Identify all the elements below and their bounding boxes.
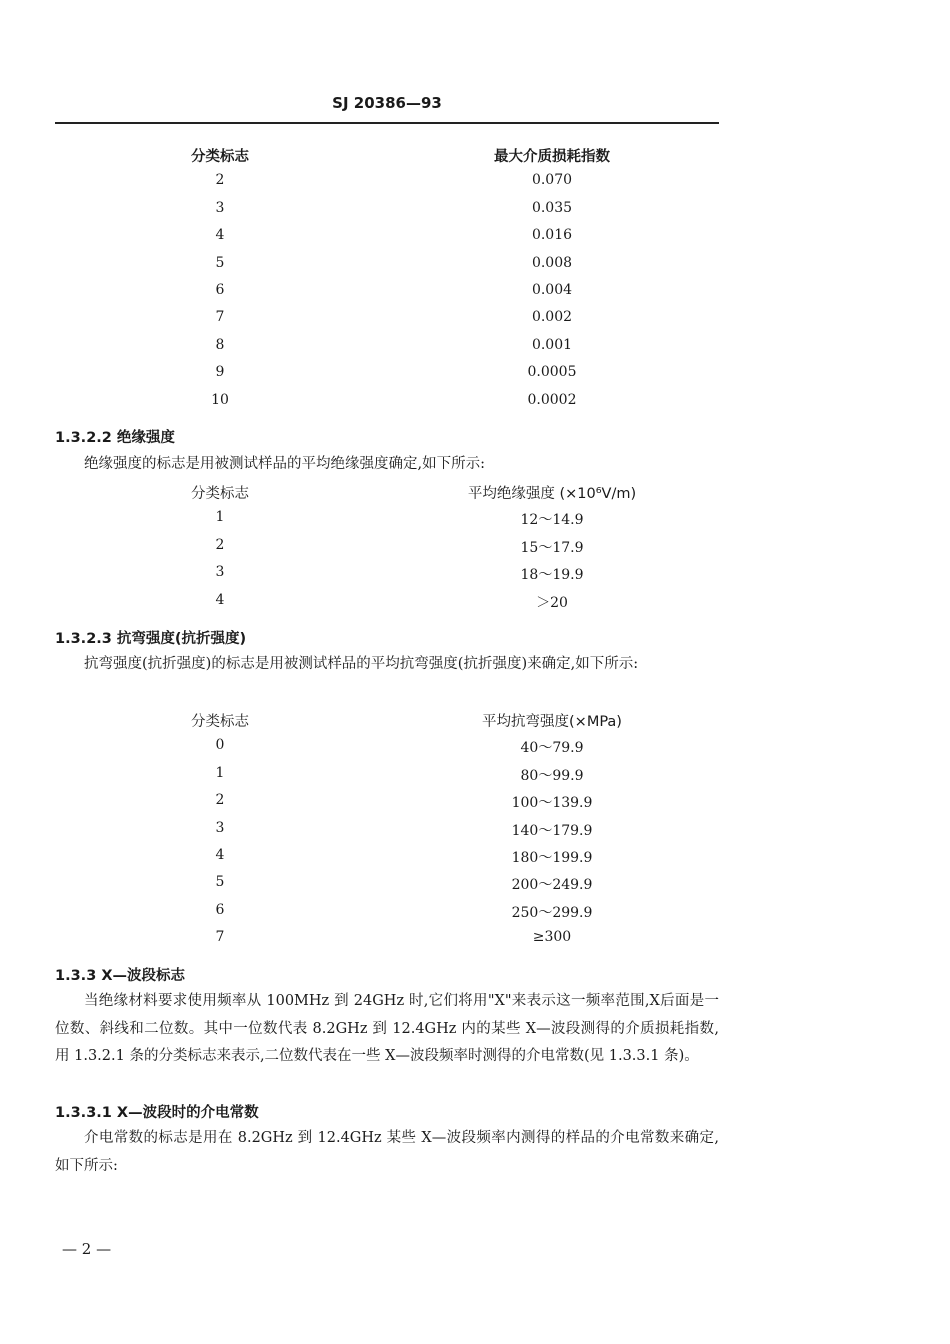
value-cell: 40～79.9 — [520, 740, 584, 757]
table-row — [0, 792, 950, 819]
value-cell: ≥300 — [532, 929, 572, 946]
table-row — [0, 902, 950, 929]
col-header-class: 分类标志 — [191, 149, 249, 165]
table-row — [0, 309, 950, 336]
class-cell: 2 — [215, 172, 225, 189]
value-cell: 0.035 — [531, 199, 573, 216]
table-row — [0, 847, 950, 874]
class-cell: 9 — [215, 364, 225, 381]
col-header-loss: 最大介质损耗指数 — [494, 149, 610, 165]
paragraph-133: 当绝缘材料要求使用频率从 100MHz 到 24GHz 时,它们将用"X"来表示这一频率范围,X后面是一位数、斜线和二位数。其中一位数代表 8.2GHz 到 12.4GHz 内的某些 X—波段测得的介质损耗指数,用 1.3.2.1 条的分类标志来表示,二位数代表在一些 X—波段频率时测得的介电常数(见 1.3.3.1 条)。 — [55, 993, 719, 1064]
table-row — [0, 509, 950, 536]
table-row — [0, 282, 950, 309]
table-row — [0, 255, 950, 282]
table-row — [0, 537, 950, 564]
value-cell: 0.004 — [531, 281, 573, 298]
class-cell: 2 — [215, 536, 225, 553]
table-header-row — [0, 710, 950, 737]
value-cell: 0.008 — [531, 254, 573, 271]
insulation-strength-table — [0, 482, 950, 619]
section-heading-133: 1.3.3 X—波段标志 — [55, 968, 186, 984]
class-cell: 5 — [215, 874, 225, 891]
value-cell: 0.070 — [531, 172, 573, 189]
col-header-class: 分类标志 — [191, 486, 249, 502]
value-cell: 0.0002 — [527, 391, 577, 408]
class-cell: 7 — [215, 929, 225, 946]
page-number: — 2 — — [62, 1240, 112, 1258]
table-row — [0, 200, 950, 227]
table-row — [0, 929, 950, 956]
class-cell: 3 — [215, 819, 225, 836]
paragraph-1331: 介电常数的标志是用在 8.2GHz 到 12.4GHz 某些 X—波段频率内测得的样品的介电常数来确定,如下所示: — [55, 1130, 719, 1174]
value-cell: 0.001 — [531, 336, 573, 353]
value-cell: 100～139.9 — [511, 795, 593, 812]
col-header-strength: 平均绝缘强度 (×10⁶V/m) — [467, 486, 637, 502]
class-cell: 8 — [215, 336, 225, 353]
class-cell: 2 — [215, 792, 225, 809]
header-rule — [55, 122, 719, 124]
value-cell: 18～19.9 — [520, 567, 584, 584]
col-header-flexural: 平均抗弯强度(×MPa) — [482, 714, 622, 730]
table-row — [0, 737, 950, 764]
document-header: SJ 20386—93 — [332, 94, 442, 112]
table-header-row — [0, 482, 950, 509]
value-cell: 80～99.9 — [520, 767, 584, 784]
class-cell: 4 — [215, 846, 225, 863]
class-cell: 1 — [215, 509, 225, 526]
table-row — [0, 337, 950, 364]
class-cell: 10 — [211, 391, 229, 408]
class-cell: 0 — [215, 737, 225, 754]
class-cell: 4 — [215, 591, 225, 608]
section-heading-1323: 1.3.2.3 抗弯强度(抗折强度) — [55, 631, 247, 647]
value-cell: 200～249.9 — [511, 877, 593, 894]
value-cell: ＞20 — [536, 594, 568, 611]
paragraph-1322: 绝缘强度的标志是用被测试样品的平均绝缘强度确定,如下所示: — [84, 456, 485, 472]
table-header-row — [0, 145, 950, 172]
table-row — [0, 227, 950, 254]
value-cell: 0.002 — [531, 309, 573, 326]
value-cell: 180～199.9 — [511, 849, 593, 866]
table-row — [0, 364, 950, 391]
loss-index-table — [0, 145, 950, 419]
value-cell: 12～14.9 — [520, 512, 584, 529]
class-cell: 4 — [215, 227, 225, 244]
class-cell: 3 — [215, 199, 225, 216]
section-heading-1322: 1.3.2.2 绝缘强度 — [55, 430, 175, 446]
col-header-class: 分类标志 — [191, 714, 249, 730]
class-cell: 7 — [215, 309, 225, 326]
paragraph-1323: 抗弯强度(抗折强度)的标志是用被测试样品的平均抗弯强度(抗折强度)来确定,如下所示: — [84, 656, 639, 672]
class-cell: 6 — [215, 281, 225, 298]
value-cell: 0.016 — [531, 227, 573, 244]
value-cell: 15～17.9 — [520, 539, 584, 556]
table-row — [0, 172, 950, 199]
class-cell: 3 — [215, 564, 225, 581]
table-row — [0, 564, 950, 591]
value-cell: 250～299.9 — [511, 904, 593, 921]
class-cell: 1 — [215, 764, 225, 781]
table-row — [0, 820, 950, 847]
class-cell: 5 — [215, 254, 225, 271]
table-row — [0, 592, 950, 619]
value-cell: 0.0005 — [527, 364, 577, 381]
table-row — [0, 765, 950, 792]
table-row — [0, 874, 950, 901]
flexural-strength-table — [0, 710, 950, 957]
section-heading-1331: 1.3.3.1 X—波段时的介电常数 — [55, 1105, 259, 1121]
class-cell: 6 — [215, 901, 225, 918]
table-row — [0, 392, 950, 419]
value-cell: 140～179.9 — [511, 822, 593, 839]
